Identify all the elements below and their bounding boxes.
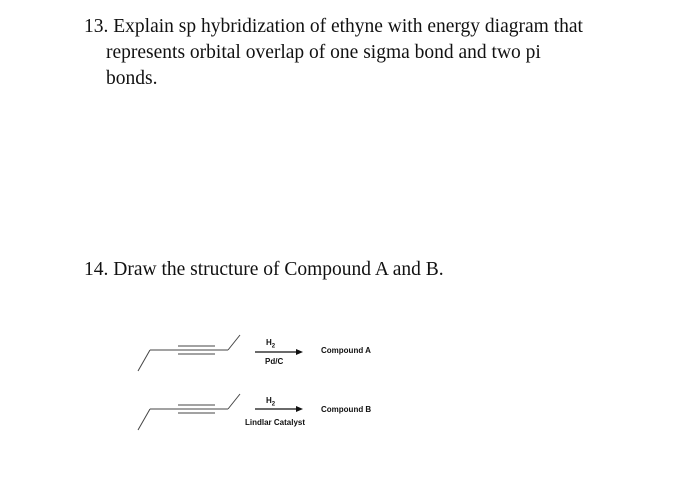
alkyne-structure-1 xyxy=(138,335,240,371)
reaction-1-reagent-top: $H_2$ xyxy=(266,338,276,350)
reaction-arrow-1 xyxy=(255,349,303,355)
reaction-2-reagent-bottom: Lindlar Catalyst xyxy=(245,418,306,427)
alkyne-1-right-bond xyxy=(228,335,240,350)
reaction-arrow-2 xyxy=(255,406,303,412)
alkyne-structure-2 xyxy=(138,394,240,430)
compound-a-label: Compound A xyxy=(321,346,371,355)
alkyne-2-left-bond xyxy=(138,409,150,430)
question-14-number: 14. xyxy=(84,259,109,280)
question-13-text-line-2: represents orbital overlap of one sigma bond and two pi xyxy=(106,42,541,63)
question-13-number: 13. xyxy=(84,16,109,37)
reaction-2-reagent-top: $H_2$ xyxy=(266,396,276,408)
compound-b-label: Compound B xyxy=(321,405,372,414)
alkyne-1-left-bond xyxy=(138,350,150,371)
question-14-text: Draw the structure of Compound A and B. xyxy=(113,259,444,280)
question-13-text-line-3: bonds. xyxy=(106,68,158,89)
alkyne-2-right-bond xyxy=(228,394,240,409)
reaction-1-reagent-bottom: Pd/C xyxy=(265,357,284,366)
question-13-text-line-1: Explain sp hybridization of ethyne with energy diagram that xyxy=(113,16,583,37)
